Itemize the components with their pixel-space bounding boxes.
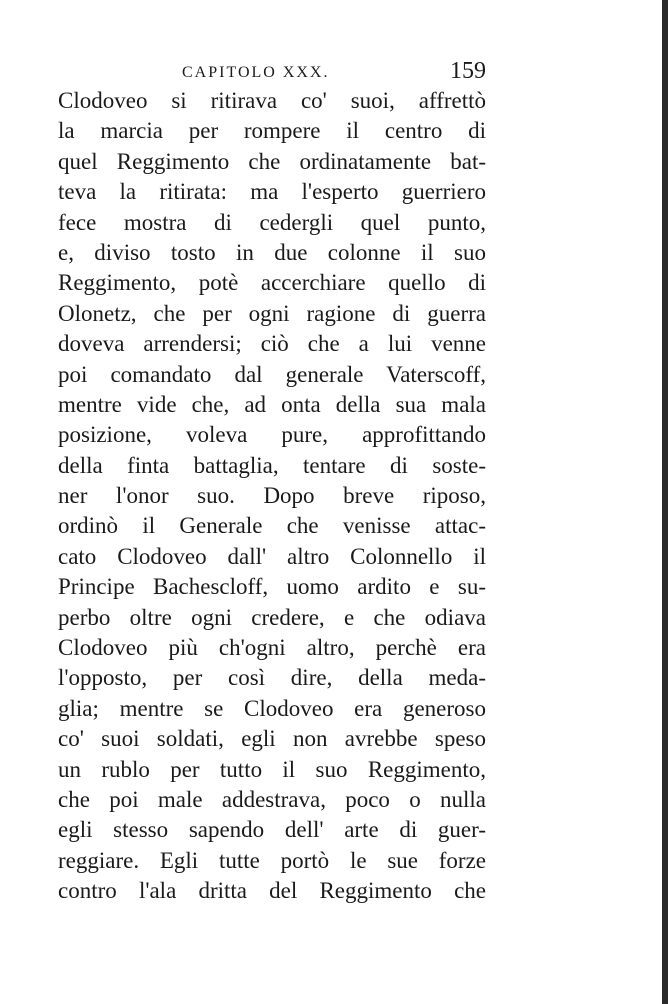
text-line: la marcia per rompere il centro di (58, 118, 486, 144)
body-text (58, 86, 486, 907)
text-line: co' suoi soldati, egli non avrebbe speso (58, 726, 486, 752)
text-line: Clodoveo si ritirava co' suoi, affrettò (58, 88, 486, 113)
text-line: ner l'onor suo. Dopo breve riposo, (58, 483, 486, 509)
text-line: un rublo per tutto il suo Reggimento, (58, 756, 486, 782)
text-line: cato Clodoveo dall' altro Colonnello il (58, 543, 486, 569)
text-line: fece mostra di cedergli quel punto, (58, 209, 486, 235)
text-line: Olonetz, che per ogni ragione di guerra (58, 300, 486, 326)
text-line: contro l'ala dritta del Reggimento che (58, 878, 486, 904)
running-title: CAPITOLO XXX. (182, 64, 330, 81)
text-line: glia; mentre se Clodoveo era generoso (58, 695, 486, 721)
text-line: posizione, voleva pure, approfittando (58, 422, 486, 448)
text-line: che poi male addestrava, poco o nulla (58, 786, 486, 812)
text-line: reggiare. Egli tutte portò le sue forze (58, 847, 486, 873)
text-line: perbo oltre ogni credere, e che odiava (58, 604, 486, 630)
page-number: 159 (450, 58, 486, 84)
page-edge-shadow (662, 0, 668, 1004)
text-line: Clodoveo più ch'ogni altro, perchè era (58, 635, 486, 661)
text-line: quel Reggimento che ordinatamente bat- (58, 148, 486, 174)
text-line: mentre vide che, ad onta della sua mala (58, 391, 486, 417)
text-line: doveva arrendersi; ciò che a lui venne (58, 331, 486, 357)
text-line: Reggimento, potè accerchiare quello di (58, 270, 486, 296)
text-line: Principe Bachescloff, uomo ardito e su- (58, 574, 486, 600)
text-line: l'opposto, per così dire, della meda- (58, 665, 486, 691)
text-line: teva la ritirata: ma l'esperto guerriero (58, 179, 486, 205)
text-line: poi comandato dal generale Vaterscoff, (58, 361, 486, 387)
text-line: e, diviso tosto in due colonne il suo (58, 239, 486, 265)
text-line: egli stesso sapendo dell' arte di guer- (58, 817, 486, 843)
text-line: ordinò il Generale che venisse attac- (58, 513, 486, 539)
text-line: della finta battaglia, tentare di soste- (58, 452, 486, 478)
